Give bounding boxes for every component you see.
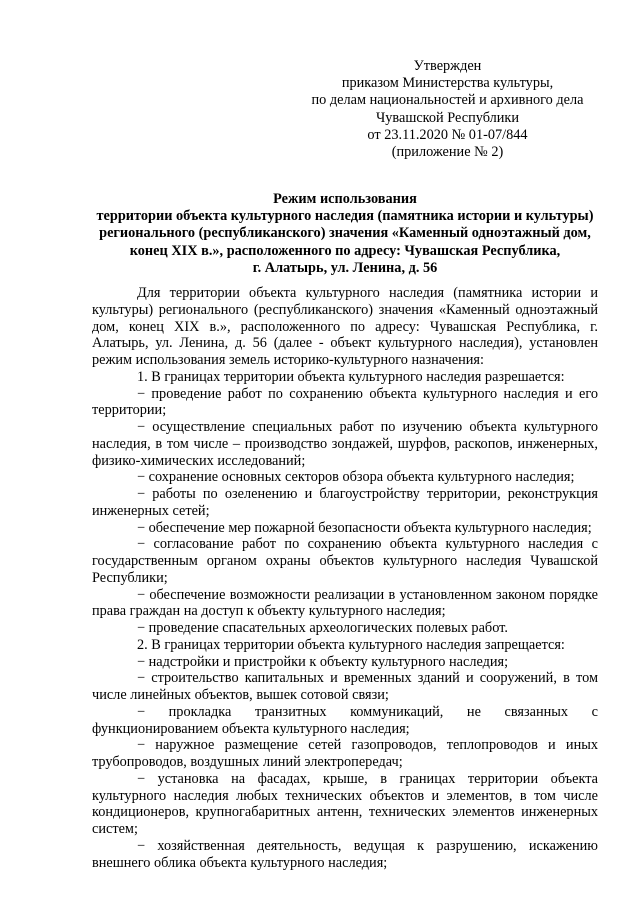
section-1-item: − обеспечение возможности реализации в установленном законом порядке права граждан на доступ к объекту культурного наследия; (92, 586, 598, 620)
section-1-item: − сохранение основных секторов обзора объекта культурного наследия; (137, 469, 575, 486)
document-title (92, 191, 598, 277)
section-2-item: − строительство капитальных и временных зданий и сооружений, в том числе линейных объектов, вышек сотовой связи; (92, 670, 598, 703)
title-line: г. Алатырь, ул. Ленина, д. 56 (252, 259, 438, 276)
title-line: Режим использования (273, 191, 417, 207)
section-2-item: − надстройки и пристройки к объекту культурного наследия; (137, 653, 509, 670)
approval-line: от 23.11.2020 № 01-07/844 (367, 126, 528, 143)
section-1-item: − проведение спасательных археологических полевых работ. (137, 620, 508, 636)
section-2-item: − установка на фасадах, крыше, в границах территории объекта культурного наследия любых технических объектов и элементов, в том числе кондиционеров, крупногабаритных антенн, технических элементов инженерных систем; (92, 770, 598, 837)
section-1-item: − работы по озеленению и благоустройству территории, реконструкция инженерных сетей; (92, 486, 598, 519)
title-line: регионального (республиканского) значения «Каменный одноэтажный дом, (99, 225, 591, 242)
section-1-item: − осуществление специальных работ по изучению объекта культурного наследия, в том числе – производство зондажей, шурфов, раскопов, инженерных, физико-химических исследований; (92, 419, 598, 469)
section-1-item: − обеспечение мер пожарной безопасности объекта культурного наследия; (137, 519, 592, 536)
section-2-item: − наружное размещение сетей газопроводов, теплопроводов и иных трубопроводов, воздушных линий электропередач; (92, 737, 598, 770)
section-2-item: − прокладка транзитных коммуникаций, не связанных с функционированием объекта культурного наследия; (92, 703, 598, 737)
section-2-item: − хозяйственная деятельность, ведущая к разрушению, искажению внешнего облика объекта культурного наследия; (92, 837, 598, 871)
approval-line: по делам национальностей и архивного дела (311, 92, 584, 109)
approval-line: (приложение № 2) (391, 144, 504, 161)
approval-stamp (300, 58, 595, 161)
approval-line: Чувашской Республики (375, 109, 520, 126)
section-2-heading: 2. В границах территории объекта культурного наследия запрещается: (137, 636, 565, 653)
section-1-heading: 1. В границах территории объекта культурного наследия разрешается: (137, 368, 565, 385)
approval-line: приказом Министерства культуры, (341, 75, 554, 92)
intro-paragraph: Для территории объекта культурного наследия (памятника истории и культуры) регионального (республиканского) значения «Каменный одноэтажный дом, конец XIX в.», расположенного по адресу: Чувашская Республика, г. Алатырь, ул. Ленина, д. 56 (далее - объект культурного наследия), установлен режим использования земель историко-культурного назначения: (92, 285, 598, 368)
approval-line: Утвержден (413, 58, 482, 74)
section-1-item: − согласование работ по сохранению объекта культурного наследия с государственным органом охраны объектов культурного наследия Чувашской Республики; (92, 536, 598, 586)
document-body (92, 285, 598, 871)
title-line: территории объекта культурного наследия (памятника истории и культуры) (96, 208, 594, 225)
title-line: конец XIX в.», расположенного по адресу: Чувашская Республика, (129, 242, 561, 259)
section-1-item: − проведение работ по сохранению объекта культурного наследия и его территории; (92, 385, 598, 419)
